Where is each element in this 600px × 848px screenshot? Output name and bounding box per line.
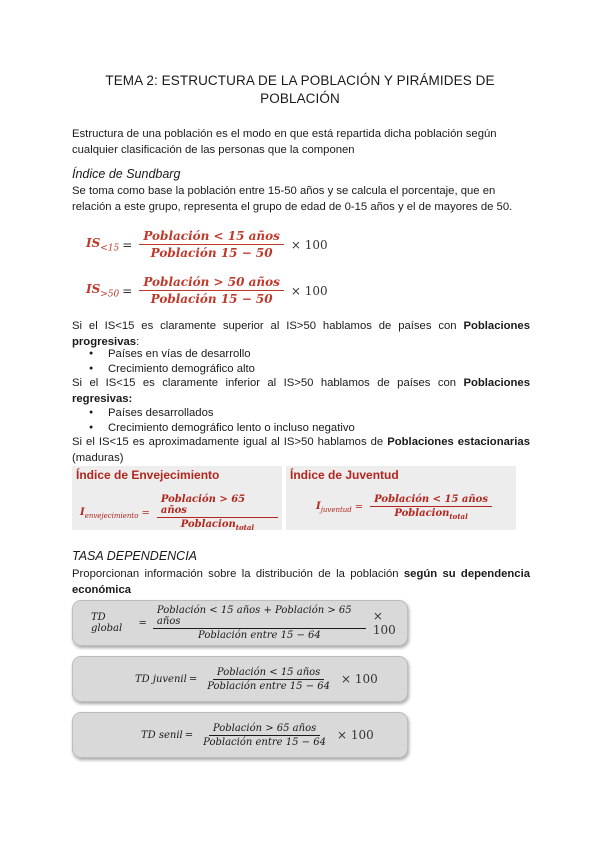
page-title <box>60 72 540 108</box>
juventud-equals: = <box>354 502 364 513</box>
juventud-box <box>286 466 516 530</box>
td-juvenil-fraction <box>203 667 334 692</box>
estacionarias-paragraph <box>72 434 530 466</box>
td-global-lhs: TD global <box>91 612 123 634</box>
formula-1-lhs: $IS_{<15}$ <box>86 235 120 254</box>
formula-2-fraction <box>139 275 284 306</box>
tasa-dependencia-heading: TASA DEPENDENCIA <box>72 549 198 563</box>
td-global-denominator: Población entre 15 − 64 <box>198 630 321 641</box>
title-line-2: POBLACIÓN <box>260 91 340 106</box>
juventud-denominator: Poblacion$_{total}$ <box>394 508 468 521</box>
formula-2-equals: = <box>122 283 133 298</box>
list-item: ● Crecimiento demográfico alto <box>90 361 255 377</box>
td-juvenil-formula <box>135 657 378 701</box>
tasa-line-2: económica <box>72 584 132 596</box>
sundbarg-line-2: relación a este grupo, representa el grupo de edad de 0-15 años y el de mayores de 50. <box>72 201 513 213</box>
envejecimiento-heading: Índice de Envejecimiento <box>76 468 220 482</box>
tasa-line-1: Proporcionan información sobre la distribución de la población según su dependencia <box>72 568 530 580</box>
td-senil-box <box>72 712 408 758</box>
td-juvenil-lhs: TD juvenil <box>135 673 187 685</box>
td-juvenil-equals: = <box>188 673 198 685</box>
progresivas-line-2: progresivas: <box>72 336 140 348</box>
td-global-fraction <box>153 605 366 641</box>
progresivas-line-1: Si el IS<15 es claramente superior al IS>50 hablamos de países con Poblaciones <box>72 320 530 332</box>
formula-1-fraction <box>139 229 284 260</box>
td-senil-times: × 100 <box>336 728 374 742</box>
estacionarias-line-1: Si el IS<15 es aproximadamente igual al IS>50 hablamos de Poblaciones estacionarias <box>72 436 530 448</box>
regresivas-line-2: regresivas: <box>72 393 133 405</box>
envejecimiento-numerator: Población > 65 años <box>157 494 278 518</box>
juventud-heading: Índice de Juventud <box>290 468 399 482</box>
title-line-1: TEMA 2: ESTRUCTURA DE LA POBLACIÓN Y PIRÁMIDES DE <box>105 73 495 88</box>
juventud-lhs: $I_{juventud}$ <box>316 501 352 514</box>
envejecimiento-box <box>72 466 282 530</box>
intro-line-2: cualquier clasificación de las personas que la componen <box>72 144 355 156</box>
list-item: ● Países desarrollados <box>90 405 214 421</box>
td-senil-equals: = <box>184 729 194 741</box>
td-senil-numerator: Población > 65 años <box>209 723 320 736</box>
td-global-equals: = <box>138 617 147 629</box>
formula-1-numerator: Población < 15 años <box>139 229 284 245</box>
td-global-numerator: Población < 15 años + Población > 65 años <box>153 605 366 629</box>
sundbarg-paragraph <box>72 183 530 215</box>
formula-2-lhs: $IS_{>50}$ <box>86 281 120 300</box>
envejecimiento-fraction <box>157 494 278 532</box>
formula-2-denominator: Población 15 − 50 <box>150 292 273 306</box>
sundbarg-line-1: Se toma como base la población entre 15-50 años y se calcula el porcentaje, que en <box>72 185 496 197</box>
formula-1-equals: = <box>122 237 133 252</box>
td-senil-fraction <box>199 723 330 748</box>
envejecimiento-formula <box>80 494 282 532</box>
td-juvenil-numerator: Población < 15 años <box>213 667 324 680</box>
list-item: ● Crecimiento demográfico lento o incluso negativo <box>90 420 355 436</box>
juventud-formula <box>316 494 496 521</box>
td-juvenil-times: × 100 <box>341 672 378 686</box>
juventud-fraction <box>370 494 492 521</box>
formula-1-times: × 100 <box>290 237 328 252</box>
regresivas-line-1: Si el IS<15 es claramente inferior al IS>50 hablamos de países con Poblaciones <box>72 377 530 389</box>
envejecimiento-equals: = <box>141 507 150 519</box>
formula-2-times: × 100 <box>290 283 328 298</box>
sundbarg-heading: Índice de Sundbarg <box>72 167 181 181</box>
estacionarias-line-2: (maduras) <box>72 452 124 464</box>
td-senil-formula <box>141 713 374 757</box>
formula-1-denominator: Población 15 − 50 <box>150 246 273 260</box>
td-juvenil-denominator: Población entre 15 − 64 <box>207 680 330 692</box>
td-global-box <box>72 600 408 646</box>
td-global-times: × 100 <box>372 609 396 637</box>
td-global-formula <box>91 601 407 645</box>
juventud-numerator: Población < 15 años <box>370 494 492 507</box>
regresivas-paragraph <box>72 375 530 407</box>
formula-is-over-50 <box>86 275 328 306</box>
intro-paragraph <box>72 126 530 158</box>
td-senil-denominator: Población entre 15 − 64 <box>203 736 326 748</box>
tasa-paragraph <box>72 566 530 598</box>
list-item: ● Países en vías de desarrollo <box>90 346 251 362</box>
formula-2-numerator: Población > 50 años <box>139 275 284 291</box>
td-juvenil-box <box>72 656 408 702</box>
td-senil-lhs: TD senil <box>141 729 183 741</box>
intro-line-1: Estructura de una población es el modo en que está repartida dicha población según <box>72 128 497 140</box>
formula-is-under-15 <box>86 229 328 260</box>
envejecimiento-denominator: Poblacion$_{total}$ <box>180 519 255 532</box>
envejecimiento-lhs: $I_{envejecimiento}$ <box>80 506 139 520</box>
